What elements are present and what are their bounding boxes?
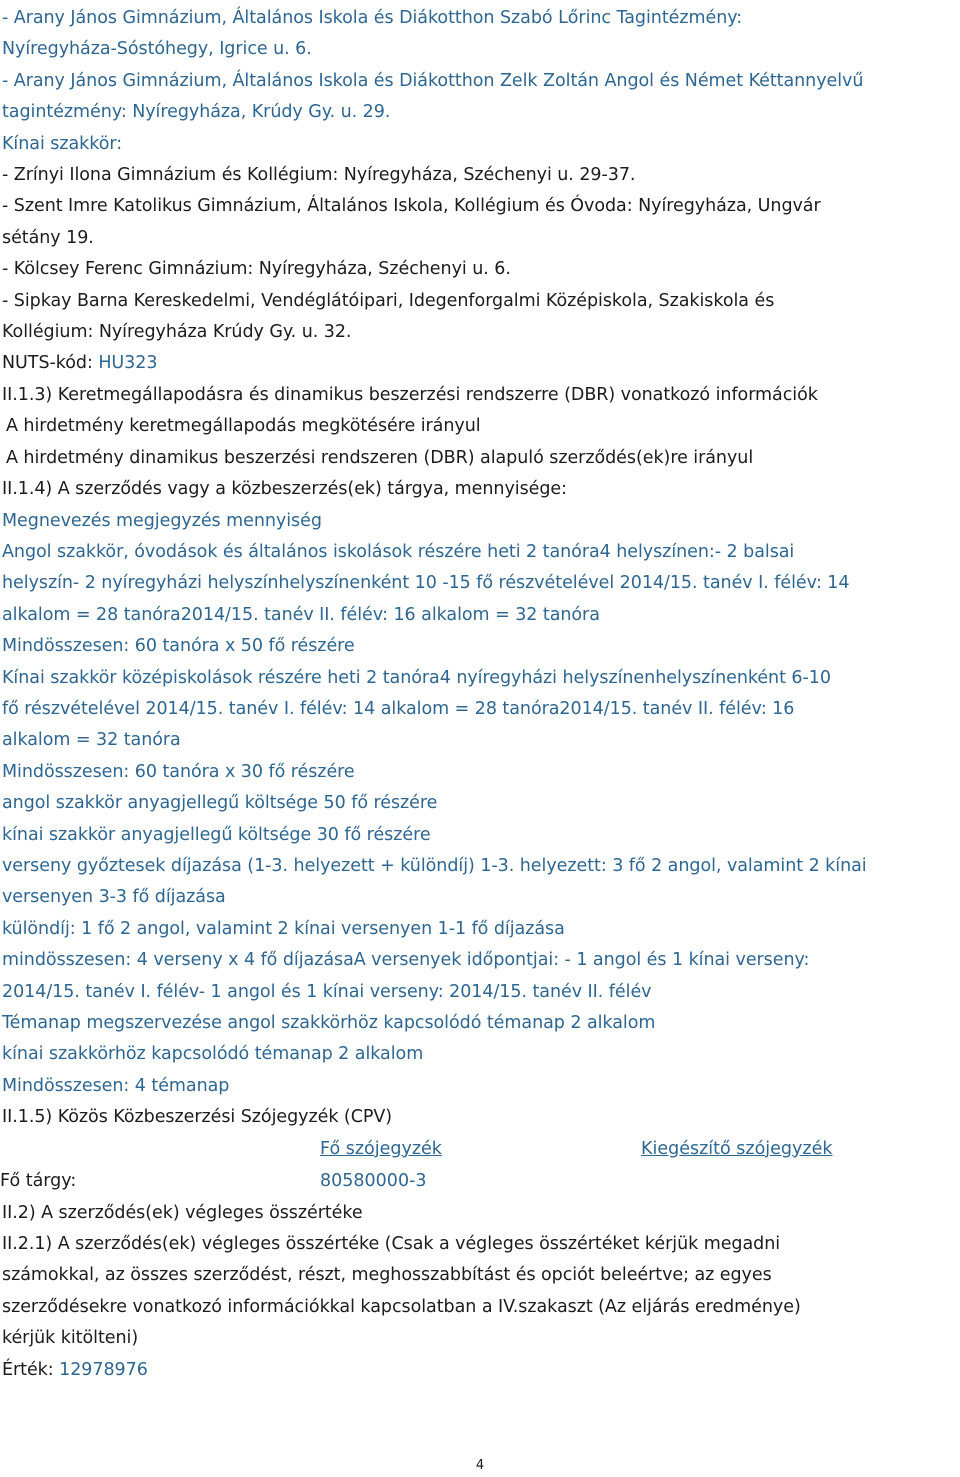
cpv-row-label: Fő tárgy: <box>0 1170 77 1191</box>
subject-line: 2014/15. tanév I. félév- 1 angol és 1 kínai verseny: 2014/15. tanév II. félév <box>2 981 652 1002</box>
value-instruction-line: kérjük kitölteni) <box>2 1328 139 1349</box>
subject-line: mindösszesen: 4 verseny x 4 fő díjazásaA versenyek időpontjai: - 1 angol és 1 kínai verseny: <box>2 950 810 971</box>
cpv-header-row <box>2 1134 952 1166</box>
location-line: - Sipkay Barna Kereskedelmi, Vendéglátóipari, Idegenforgalmi Középiskola, Szakiskola és <box>2 290 775 311</box>
kinai-label: Kínai szakkör: <box>2 133 123 154</box>
nuts-value: HU323 <box>98 353 158 374</box>
location-line: Kollégium: Nyíregyháza Krúdy Gy. u. 32. <box>2 322 352 343</box>
nuts-label: NUTS-kód: <box>2 353 93 374</box>
location-line: - Arany János Gimnázium, Általános Iskola és Diákotthon Szabó Lőrinc Tagintézmény: <box>2 8 743 28</box>
subject-line: verseny győztesek díjazása (1-3. helyezett + különdíj) 1-3. helyezett: 3 fő 2 angol, valamint 2 kínai <box>2 855 867 876</box>
subject-line: különdíj: 1 fő 2 angol, valamint 2 kínai versenyen 1-1 fő díjazása <box>2 918 565 939</box>
document-page <box>2 3 952 1386</box>
cpv-extra-column-header: Kiegészítő szójegyzék <box>641 1138 833 1159</box>
section-heading: II.1.3) Keretmegállapodásra és dinamikus beszerzési rendszerre (DBR) vonatkozó információk <box>2 384 818 405</box>
subject-line: Kínai szakkör középiskolások részére heti 2 tanóra4 nyíregyházi helyszínenhelyszínenként 6-10 <box>2 667 831 688</box>
location-line: - Arany János Gimnázium, Általános Iskola és Diákotthon Zelk Zoltán Angol és Német Kéttannyelvű <box>2 70 864 91</box>
location-line: - Kölcsey Ferenc Gimnázium: Nyíregyháza, Széchenyi u. 6. <box>2 259 511 280</box>
page-number: 4 <box>475 1458 485 1473</box>
subject-line: Mindösszesen: 60 tanóra x 30 fő részére <box>2 761 355 782</box>
subject-line: Megnevezés megjegyzés mennyiség <box>2 510 322 531</box>
framework-notice-line: A hirdetmény keretmegállapodás megkötésére irányul <box>6 416 481 437</box>
location-line: - Szent Imre Katolikus Gimnázium, Általános Iskola, Kollégium és Óvoda: Nyíregyháza, Ungvár <box>2 196 821 217</box>
locations-kinai <box>2 160 952 348</box>
subject-line: kínai szakkörhöz kapcsolódó témanap 2 alkalom <box>2 1044 424 1065</box>
value-instruction-line: szerződésekre vonatkozó információkkal kapcsolatban a IV.szakaszt (Az eljárás eredménye) <box>2 1296 801 1317</box>
subject-line: alkalom = 32 tanóra <box>2 730 181 751</box>
subject-line: helyszín- 2 nyíregyházi helyszínhelyszínenként 10 -15 fő részvételével 2014/15. tanév I. félév: 14 <box>2 573 850 594</box>
cpv-main-column-header: Fő szójegyzék <box>320 1138 442 1159</box>
subject-line: kínai szakkör anyagjellegű költsége 30 fő részére <box>2 824 431 845</box>
value-instruction-line: II.2.1) A szerződés(ek) végleges összértéke (Csak a végleges összértéket kérjük megadni <box>2 1234 781 1255</box>
location-line: - Zrínyi Ilona Gimnázium és Kollégium: Nyíregyháza, Széchenyi u. 29-37. <box>2 165 636 186</box>
location-line: tagintézmény: Nyíregyháza, Krúdy Gy. u. 29. <box>2 102 391 123</box>
subject-line: alkalom = 28 tanóra2014/15. tanév II. félév: 16 alkalom = 32 tanóra <box>2 604 600 625</box>
locations-angol <box>2 3 952 129</box>
subject-line: Mindösszesen: 60 tanóra x 50 fő részére <box>2 636 355 657</box>
location-line: Nyíregyháza-Sóstóhegy, Igrice u. 6. <box>2 39 312 60</box>
subject-line: Mindösszesen: 4 témanap <box>2 1075 230 1096</box>
subject-line: fő részvételével 2014/15. tanév I. félév: 14 alkalom = 28 tanóra2014/15. tanév II. félév: 16 <box>2 698 795 719</box>
dbr-notice-line: A hirdetmény dinamikus beszerzési rendszeren (DBR) alapuló szerződés(ek)re irányul <box>6 447 754 468</box>
value-instruction-line: számokkal, az összes szerződést, részt, meghosszabbítást és opciót beleértve; az egyes <box>2 1265 772 1286</box>
location-line: sétány 19. <box>2 227 94 248</box>
total-value-label: Érték: <box>2 1359 54 1380</box>
nuts-code <box>2 348 952 379</box>
section-ii-1-3 <box>2 380 952 474</box>
section-ii-1-5 <box>2 1102 952 1197</box>
total-value-amount: 12978976 <box>59 1359 148 1380</box>
section-ii-2-1 <box>2 1229 952 1386</box>
subject-line: Angol szakkör, óvodások és általános iskolások részére heti 2 tanóra4 helyszínen:- 2 balsai <box>2 541 795 562</box>
subject-line: angol szakkör anyagjellegű költsége 50 fő részére <box>2 793 438 814</box>
cpv-main-row <box>2 1166 952 1198</box>
total-value <box>2 1355 952 1386</box>
subject-text <box>2 506 952 1103</box>
section-ii-1-4 <box>2 474 952 1102</box>
subject-line: Témanap megszervezése angol szakkörhöz kapcsolódó témanap 2 alkalom <box>2 1013 656 1033</box>
cpv-code: 80580000-3 <box>320 1170 427 1191</box>
section-ii-2-heading: II.2) A szerződés(ek) végleges összértéke <box>2 1202 363 1223</box>
section-heading: II.1.4) A szerződés vagy a közbeszerzés(ek) tárgya, mennyisége: <box>2 479 567 500</box>
subject-line: versenyen 3-3 fő díjazása <box>2 887 226 908</box>
section-heading: II.1.5) Közös Közbeszerzési Szójegyzék (CPV) <box>2 1107 393 1128</box>
